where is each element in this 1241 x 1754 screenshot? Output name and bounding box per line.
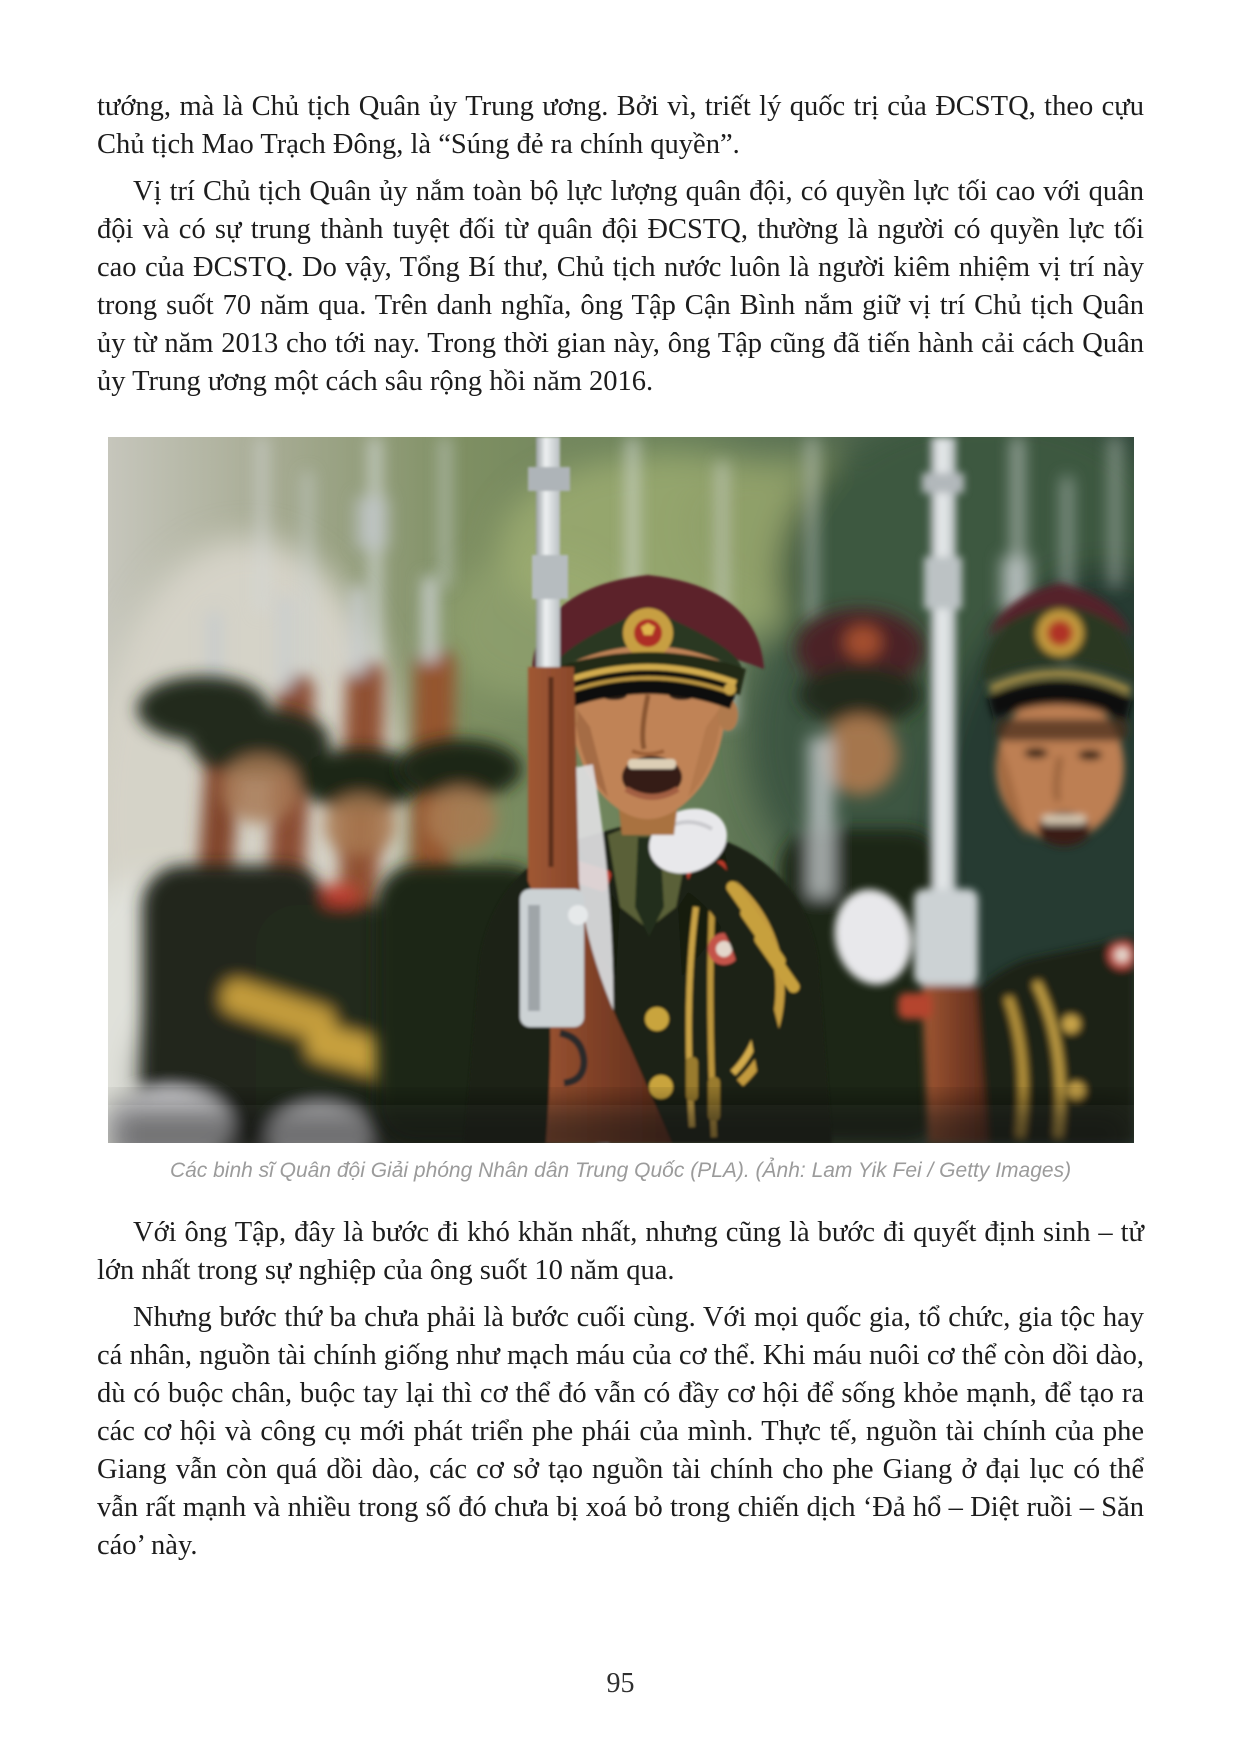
body-paragraph: Với ông Tập, đây là bước đi khó khăn nhất, nhưng cũng là bước đi quyết định sinh – tử lớn nhất trong sự nghiệp của ông suốt 10 năm qua. xyxy=(97,1217,1144,1286)
foreground-shadow xyxy=(108,1105,1134,1143)
body-paragraph: Nhưng bước thứ ba chưa phải là bước cuối cùng. Với mọi quốc gia, tổ chức, gia tộc hay cá nhân, nguồn tài chính giống như mạch máu của cơ thể. Khi máu nuôi cơ thể còn dồi dào, dù có buộc chân, buộc tay lại thì cơ thể đó vẫn có đầy cơ hội để sống khỏe mạnh, để tạo ra các cơ hội và công cụ mới phát triển phe phái của mình. Thực tế, nguồn tài chính của phe Giang vẫn còn quá dồi dào, các cơ sở tạo nguồn tài chính cho phe Giang ở đại lục có thể vẫn rất mạnh và nhiều trong số đó chưa bị xoá bỏ trong chiến dịch ‘Đả hổ – Diệt ruồi – Săn cáo’ này. xyxy=(97,1302,1144,1561)
photo-caption: Các binh sĩ Quân đội Giải phóng Nhân dân Trung Quốc (PLA). (Ảnh: Lam Yik Fei / Getty Images) xyxy=(169,1159,1072,1182)
body-paragraph: Vị trí Chủ tịch Quân ủy nắm toàn bộ lực lượng quân đội, có quyền lực tối cao với quân đội và có sự trung thành tuyệt đối từ quân đội ĐCSTQ, thường là người có quyền lực tối cao của ĐCSTQ. Do vậy, Tổng Bí thư, Chủ tịch nước luôn là người kiêm nhiệm vị trí này trong suốt 70 năm qua. Trên danh nghĩa, ông Tập Cận Bình nắm giữ vị trí Chủ tịch Quân ủy từ năm 2013 cho tới nay. Trong thời gian này, ông Tập cũng đã tiến hành cải cách Quân ủy Trung ương một cách sâu rộng hồi năm 2016. xyxy=(97,176,1144,397)
body-paragraph: tướng, mà là Chủ tịch Quân ủy Trung ương. Bởi vì, triết lý quốc trị của ĐCSTQ, theo cựu Chủ tịch Mao Trạch Đông, là “Súng đẻ ra chính quyền”. xyxy=(97,91,1144,160)
pla-soldiers-photo xyxy=(108,437,1134,1184)
photo-illustration xyxy=(108,437,1134,1143)
page-number: 95 xyxy=(606,1668,635,1699)
